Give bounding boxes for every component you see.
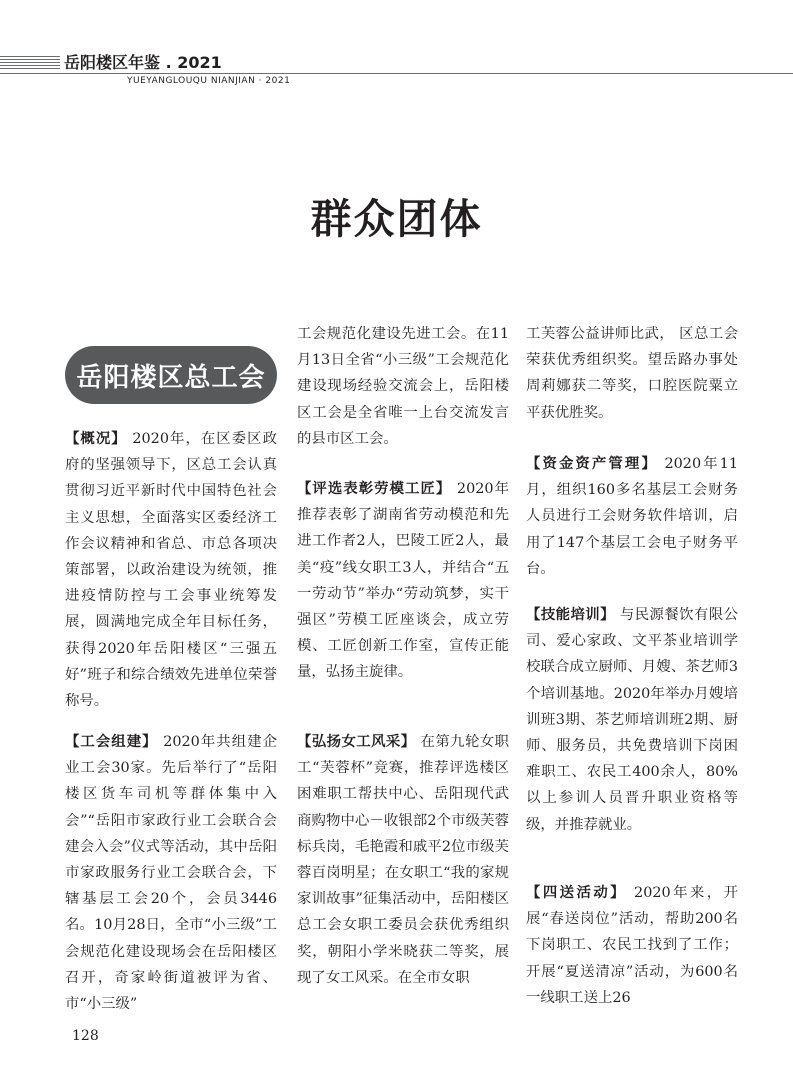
- header-rule: [0, 73, 793, 74]
- paragraph-skills-training: [526, 602, 738, 838]
- paragraph-label: 【技能培训】: [526, 607, 615, 623]
- paragraph-overview: [65, 426, 277, 714]
- section-title: 岳阳楼区总工会: [76, 362, 266, 393]
- paragraph-model-workers: [297, 476, 509, 686]
- paragraph-text: 与民源餐饮有限公司、爱心家政、文平茶业培训学校联合成立厨师、月嫂、茶艺师3个培训基地。2020年举办月嫂培训班3期、茶艺师培训班2期、厨师、服务员，共免费培训下岗困难职工、农民工400余人，80%以上参训人员晋升职业资格等级，并推荐就业。: [526, 607, 738, 833]
- paragraph-label: 【四送活动】: [526, 885, 628, 901]
- header-title: 岳阳楼区年鉴 . 2021: [64, 53, 222, 72]
- paragraph-label: 【工会组建】: [65, 734, 158, 750]
- paragraph-text: 工芙蓉公益讲师比武， 区总工会荣获优秀组织奖。望岳路办事处周莉娜获二等奖，口腔医院粟立平获优胜奖。: [526, 326, 738, 421]
- paragraph-continued: [526, 321, 738, 426]
- paragraph-text: 工会规范化建设先进工会。在11月13日全省“小三级”工会规范化建设现场经验交流会上，岳阳楼区工会是全省唯一上台交流发言的县市区工会。: [297, 326, 509, 447]
- paragraph-asset-management: [526, 451, 738, 582]
- paragraph-text: 在第九轮女职工“芙蓉杯”竞赛，推荐评选楼区困难职工帮扶中心、岳阳现代武商购物中心－收银部2个市级芙蓉标兵岗，毛艳霞和戚平2位市级芙蓉百岗明星；在女职工“我的家规家训故事”征集活动中，岳阳楼区总工会女职工委员会获优秀组织奖，朝阳小学米晓获二等奖，展现了女工风采。在全市女职: [297, 734, 509, 986]
- paragraph-women-workers: [297, 729, 509, 991]
- paragraph-text: 2020年推荐表彰了湖南省劳动模范和先进工作者2人，巴陵工匠2人，最美“疫”线女职工3人，并结合“五一劳动节”举办“劳动筑梦，实干强区”劳模工匠座谈会，成立劳模、工匠创新工作室，宣传正能量，弘扬主旋律。: [297, 481, 509, 681]
- paragraph-label: 【资金资产管理】: [526, 456, 658, 472]
- paragraph-label: 【评选表彰劳模工匠】: [297, 481, 452, 497]
- running-header: [0, 0, 793, 100]
- header-subtitle: YUEYANGLOUQU NIANJIAN · 2021: [127, 76, 291, 86]
- paragraph-continued: [297, 321, 509, 452]
- paragraph-text: 2020年来，开展“春送岗位”活动，帮助200名下岗职工、农民工找到了工作；开展“夏送清凉”活动，为600名一线职工送上26: [526, 885, 738, 1006]
- paragraph-label: 【弘扬女工风采】: [297, 734, 416, 750]
- section-title-badge: [65, 346, 277, 404]
- paragraph-text: 2020年，在区委区政府的坚强领导下，区总工会认真贯彻习近平新时代中国特色社会主义思想，全面落实区委经济工作会议精神和省总、市总各项决策部署，以政治建设为统领，推进疫情防控与工会事业统筹发展，圆满地完成全年目标任务，获得2020年岳阳楼区“三强五好”班子和综合绩效先进单位荣誉称号。: [65, 431, 277, 710]
- paragraph-label: 【概况】: [65, 431, 127, 447]
- page-title: 群众团体: [310, 195, 483, 243]
- header-decorative-lines: [0, 56, 60, 71]
- paragraph-text: 2020年11月，组织160多名基层工会财务人员进行工会财务软件培训，启用了147个基层工会电子财务平台。: [526, 456, 738, 577]
- paragraph-four-deliveries: [526, 880, 738, 1011]
- paragraph-union-building: [65, 729, 277, 1017]
- page-number: 128: [72, 1028, 99, 1044]
- paragraph-text: 2020年共组建企业工会30家。先后举行了“岳阳楼区货车司机等群体集中入会”“岳阳市家政行业工会联合会建会入会”仪式等活动，其中岳阳市家政服务行业工会联合会，下辖基层工会20个，会员3446名。10月28日，全市“小三级”工会规范化建设现场会在岳阳楼区召开，奇家岭街道被评为省、市“小三级”: [65, 734, 277, 1013]
